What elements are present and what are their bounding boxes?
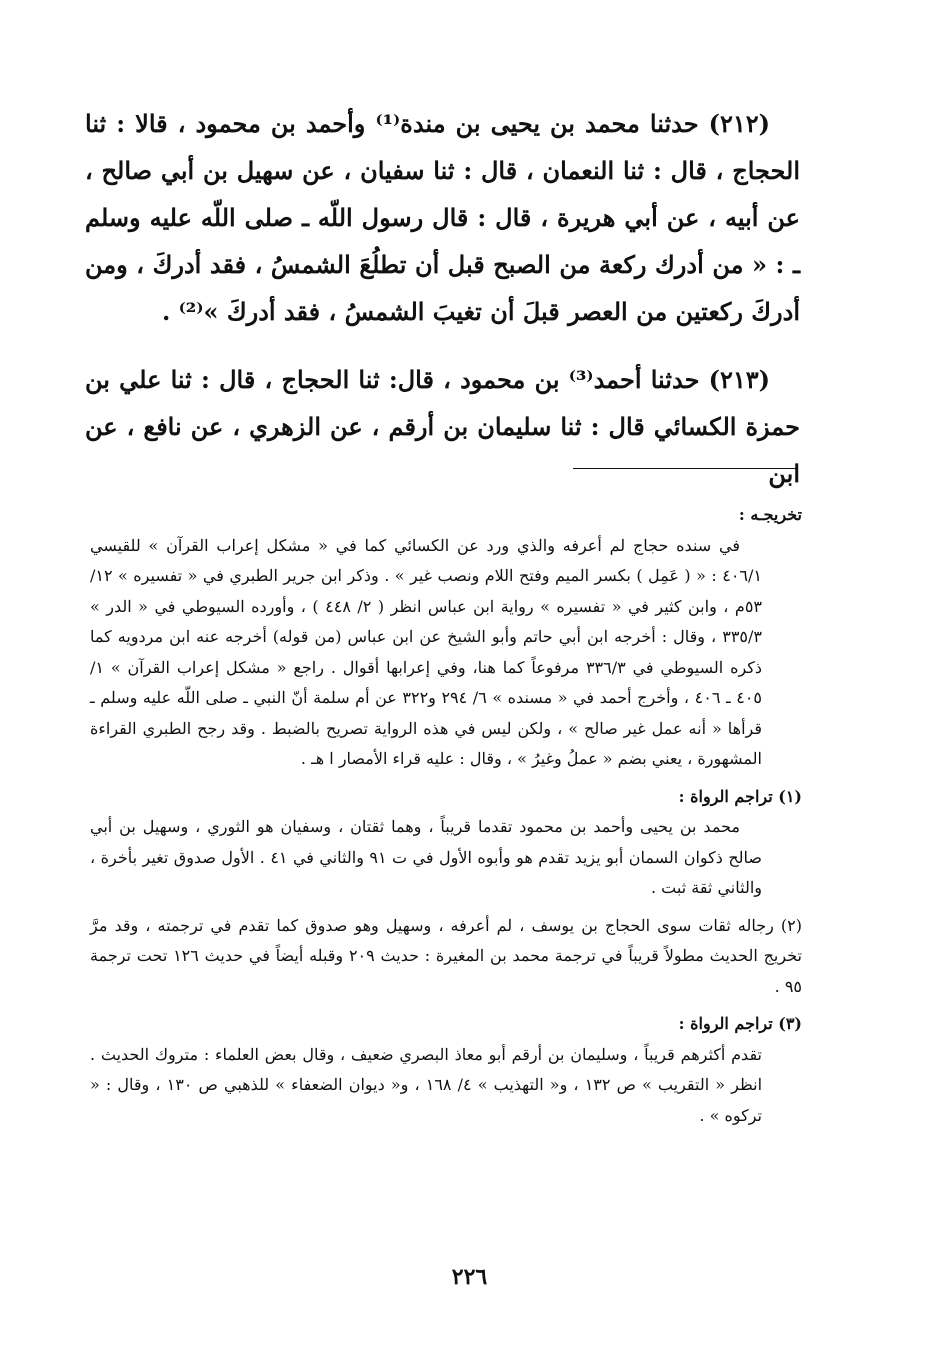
footnotes	[90, 500, 802, 1131]
hadith-212-line: الحجاج ، قال : ثنا النعمان ، قال : ثنا سفيان ، عن سهيل بن أبي صالح ، عن	[85, 156, 800, 232]
note-line: السيوطي في « الدر » ٣٣٥/٣ ، وقال : أخرجه ابن أبي حاتم وأبو الشيخ عن ابن عباس	[90, 596, 762, 646]
note-line: محمد بن يحيى وأحمد بن محمود تقدما قريباً ، وهما ثقتان ، وسفيان هو الثوري ،	[195, 817, 740, 836]
note-line: وسهيل بن أبي صالح ذكوان السمان أبو يزيد تقدم هو وأبوه الأول في ت ٩١ والثاني في ٤١ .	[90, 817, 763, 867]
note-line: (٢) رجاله ثقات سوى الحجاج بن يوسف ، لم أعرفه ، وسهيل وهو صدوق كما تقدم في ترجمته ، وقد	[114, 915, 802, 935]
note-line: مرَّ تخريج الحديث مطولاً قريباً في ترجمة محمد بن المغيرة : حديث ٢٠٩ وقبله أيضاً في حديث	[90, 915, 802, 965]
note-line: متروك الحديث . انظر « التقريب » ص ١٣٢ ، و« التهذيب » ٤/ ١٦٨ ، و« ديوان الضعفاء »	[90, 1044, 763, 1094]
footnote-3-heading: (٣) تراجم الرواة :	[678, 1014, 802, 1033]
takhrij-heading: تخريجـه :	[738, 505, 802, 524]
note-line: ١٢٦ تحت ترجمة ٩٥ .	[90, 946, 802, 996]
footnote-separator	[573, 468, 798, 469]
page-number: ٢٢٦	[451, 1264, 488, 1290]
hadith-212-line: (٢١٢) حدثنا محمد بن يحيى بن مندة⁽¹⁾ وأحمد بن محمود ، قالا : ثنا	[85, 109, 770, 138]
note-line: تقدم أكثرهم قريباً ، وسليمان بن أرقم أبو معاذ البصري ضعيف ، وقال بعض العلماء :	[203, 1044, 763, 1064]
footnote-1-heading: (١) تراجم الرواة :	[678, 786, 802, 806]
footnote-3-text	[90, 1040, 802, 1132]
note-line: ٤٠٦/١ : « ( عَمِل ) بكسر الميم وفتح اللام ونصب غير » . وذكر ابن جرير الطبري في	[202, 566, 762, 585]
hadith-213-line: حمزة الكسائي قال : ثنا سليمان بن أرقم ، عن الزهري ، عن نافع ، عن ابن	[85, 412, 800, 488]
note-line: في هذه الرواية تصريح بالضبط . وقد رجح الطبري القراءة المشهورة ، يعني بضم « عملُ	[90, 718, 762, 768]
hadith-212-line: العصر قبلَ أن تغيبَ الشمسُ ، فقد أدركَ »⁽²⁾ .	[161, 297, 628, 326]
hadith-213-line: (٢١٣) حدثنا أحمد⁽³⁾ بن محمود ، قال: ثنا الحجاج ، قال : ثنا علي بن	[85, 365, 770, 394]
hadith-212-line: أدرك ركعة من الصبح قبل أن تطلُعَ الشمسُ ، فقد أدركَ ، ومن أدركَ ركعتين من	[85, 250, 800, 326]
takhrij-text	[90, 531, 802, 775]
note-line: و٣٢٢ عن أم سلمة أنّ النبي ـ صلى اللّه عليه وسلم ـ قرأها « أنه عمل غير صالح » ، ولكن ليس	[90, 688, 762, 738]
main-text	[85, 100, 800, 497]
footnote-2-text	[90, 911, 802, 1003]
note-line: (من قوله) أخرجه عنه ابن مردويه كما ذكره السيوطي في ٣٣٦/٣ مرفوعاً كما هنا، وفي إعرابها	[90, 627, 763, 677]
note-line: أقوال . راجع « مشكل إعراب القرآن » ١/ ٤٠٥ ـ ٤٠٦ ، وأخرج أحمد في « مسنده » ٦/ ٢٩٤	[90, 657, 762, 707]
note-line: للذهبي ص ١٣٠ ، وقال : « تركوه » .	[90, 1075, 762, 1125]
hadith-213	[85, 356, 800, 497]
note-line: وغيرُ » ، وقال : عليه قراء الأمصار ا هـ .	[300, 749, 562, 768]
hadith-212	[85, 100, 800, 335]
hadith-212-line: أبيه ، عن أبي هريرة ، قال : قال رسول اللّه ـ صلى اللّه عليه وسلم ـ : « من	[85, 203, 800, 279]
note-line: في سنده حجاج لم أعرفه والذي ورد عن الكسائي كما في « مشكل إعراب القرآن » للقيسي	[90, 535, 740, 555]
note-line: « تفسيره » ١٢/ ٥٣م ، وابن كثير في « تفسيره » رواية ابن عباس انظر ( ٢/ ٤٤٨ ) ، وأورده	[90, 566, 763, 616]
footnote-1-text	[90, 812, 802, 904]
note-line: الأول صدوق تغير بأخرة ، والثاني ثقة ثبت .	[90, 847, 762, 897]
